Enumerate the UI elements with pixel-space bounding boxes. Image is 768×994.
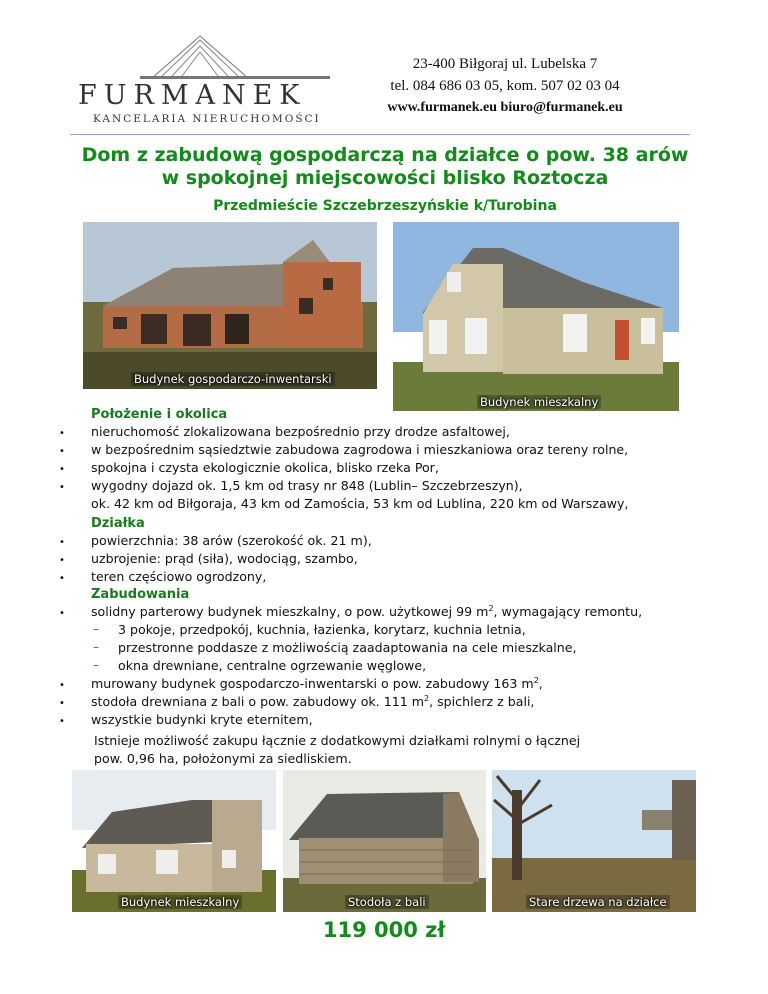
bullet: •	[59, 573, 65, 584]
listing-title-line-1: Dom z zabudową gospodarczą na działce o pow. 38 arów	[81, 144, 689, 166]
photo-caption: Budynek gospodarczo-inwentarski	[131, 372, 335, 386]
photo-farm-building	[83, 222, 377, 389]
dash-bullet: –	[93, 622, 99, 636]
contact-web-email[interactable]: www.furmanek.eu biuro@furmanek.eu	[387, 100, 623, 115]
sub-list-item: 3 pokoje, przedpokój, kuchnia, łazienka, korytarz, kuchnia letnia,	[118, 622, 526, 637]
bullet: •	[59, 537, 65, 548]
list-item: w bezpośrednim sąsiedztwie zabudowa zagrodowa i mieszkaniowa oraz tereny rolne,	[91, 442, 629, 457]
section-heading-plot: Działka	[91, 516, 145, 531]
photo-house	[393, 222, 679, 411]
sub-list-item: przestronne poddasze z możliwością zaadaptowania na cele mieszkalne,	[118, 640, 577, 655]
photo-house-2	[72, 770, 276, 912]
item-text: murowany budynek gospodarczo-inwentarski o pow. zabudowy 163 m	[91, 676, 534, 691]
bullet: •	[59, 716, 65, 727]
photo-barn	[283, 770, 486, 912]
list-item: nieruchomość zlokalizowana bezpośrednio przy drodze asfaltowej,	[91, 424, 510, 439]
bullet: •	[59, 482, 65, 493]
list-item: spokojna i czysta ekologicznie okolica, blisko rzeka Por,	[91, 460, 439, 475]
photo-caption: Stodoła z bali	[345, 895, 429, 909]
listing-title-line-2: w spokojnej miejscowości blisko Roztocza	[161, 167, 609, 189]
photo-old-trees	[492, 770, 696, 912]
item-text: ,	[538, 676, 543, 691]
list-item: teren częściowo ogrodzony,	[91, 569, 267, 584]
list-item	[91, 604, 642, 619]
list-item: powierzchnia: 38 arów (szerokość ok. 21 m),	[91, 533, 372, 548]
bullet: •	[59, 608, 65, 619]
photo-caption: Budynek mieszkalny	[477, 395, 601, 409]
list-item: wszystkie budynki kryte eternitem,	[91, 712, 313, 727]
list-item	[91, 694, 534, 709]
bullet: •	[59, 446, 65, 457]
photo-caption: Stare drzewa na działce	[526, 895, 670, 909]
sub-list-item: okna drewniane, centralne ogrzewanie węglowe,	[118, 658, 427, 673]
header-divider	[70, 134, 690, 135]
superscript: 2	[533, 675, 539, 685]
bullet: •	[59, 680, 65, 691]
item-text: stodoła drewniana z bali o pow. zabudowy ok. 111 m	[91, 694, 425, 709]
photo-caption: Budynek mieszkalny	[118, 895, 242, 909]
logo-subtitle: KANCELARIA NIERUCHOMOŚCI	[93, 113, 321, 125]
dash-bullet: –	[93, 658, 99, 672]
bullet: •	[59, 428, 65, 439]
dash-bullet: –	[93, 640, 99, 654]
section-heading-location: Położenie i okolica	[91, 407, 228, 422]
item-text: , wymagający remontu,	[493, 604, 643, 619]
item-text: , spichlerz z bali,	[429, 694, 535, 709]
extra-info-line-2: pow. 0,96 ha, położonymi za siedliskiem.	[94, 751, 352, 766]
bullet: •	[59, 555, 65, 566]
item-text: solidny parterowy budynek mieszkalny, o pow. użytkowej 99 m	[91, 604, 489, 619]
superscript: 2	[424, 693, 430, 703]
bullet: •	[59, 464, 65, 475]
listing-location: Przedmieście Szczebrzeszyńskie k/Turobina	[213, 198, 557, 214]
contact-address: 23-400 Biłgoraj ul. Lubelska 7	[412, 56, 598, 72]
bullet: •	[59, 698, 65, 709]
price: 119 000 zł	[322, 918, 446, 942]
extra-info-line-1: Istnieje możliwość zakupu łącznie z dodatkowymi działkami rolnymi o łącznej	[94, 733, 581, 748]
section-heading-buildings: Zabudowania	[91, 587, 190, 602]
list-item: wygodny dojazd ok. 1,5 km od trasy nr 848 (Lublin– Szczebrzeszyn),	[91, 478, 523, 493]
logo-wordmark: FURMANEK	[78, 80, 307, 111]
list-item	[91, 676, 543, 691]
list-item-continuation: ok. 42 km od Biłgoraja, 43 km od Zamościa, 53 km od Lublina, 220 km od Warszawy,	[91, 496, 629, 511]
list-item: uzbrojenie: prąd (siła), wodociąg, szambo,	[91, 551, 358, 566]
superscript: 2	[488, 603, 494, 613]
contact-phone: tel. 084 686 03 05, kom. 507 02 03 04	[390, 78, 620, 94]
